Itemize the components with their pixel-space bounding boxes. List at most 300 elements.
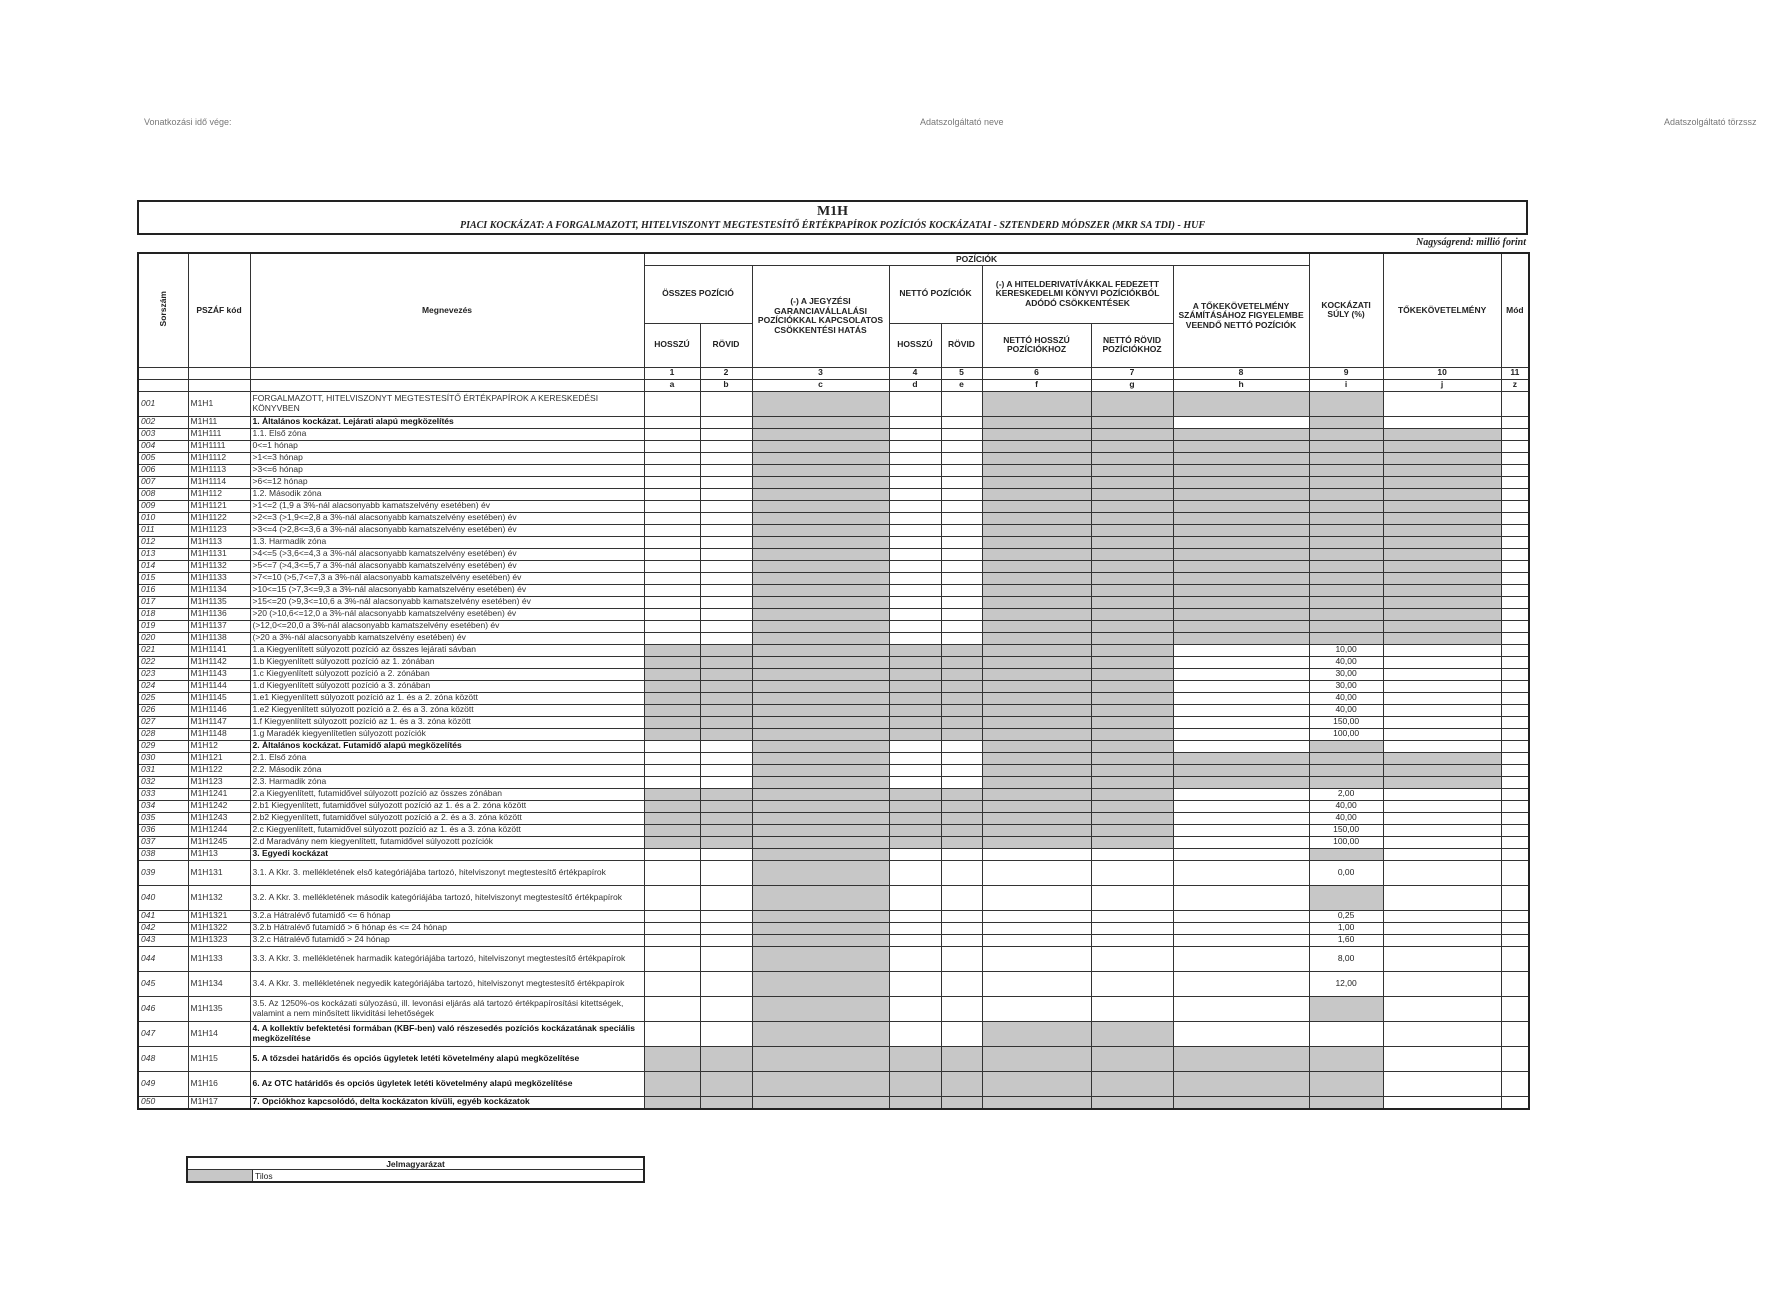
data-cell[interactable] <box>700 860 752 885</box>
data-cell[interactable] <box>1501 512 1529 524</box>
data-cell[interactable] <box>941 536 982 548</box>
data-cell[interactable] <box>700 971 752 996</box>
data-cell[interactable] <box>1383 1021 1501 1046</box>
data-cell[interactable] <box>982 934 1091 946</box>
row-code: M1H1113 <box>188 464 250 476</box>
data-cell[interactable] <box>941 428 982 440</box>
data-cell[interactable] <box>889 632 941 644</box>
data-cell[interactable] <box>941 488 982 500</box>
data-cell[interactable] <box>941 632 982 644</box>
data-cell[interactable] <box>644 764 700 776</box>
data-cell[interactable] <box>1501 632 1529 644</box>
data-cell[interactable] <box>1383 668 1501 680</box>
data-cell[interactable] <box>1383 922 1501 934</box>
data-cell[interactable] <box>1173 692 1309 704</box>
data-cell[interactable] <box>1091 910 1173 922</box>
data-cell[interactable] <box>700 922 752 934</box>
data-cell[interactable] <box>1383 885 1501 910</box>
data-cell[interactable] <box>941 764 982 776</box>
data-cell[interactable] <box>1383 848 1501 860</box>
data-cell[interactable] <box>889 584 941 596</box>
data-cell[interactable] <box>1501 1071 1529 1096</box>
data-cell <box>982 776 1091 788</box>
data-cell[interactable] <box>1501 704 1529 716</box>
data-cell <box>752 440 889 452</box>
data-cell[interactable] <box>644 934 700 946</box>
data-cell[interactable] <box>644 416 700 428</box>
data-cell[interactable] <box>700 548 752 560</box>
data-cell[interactable] <box>1091 922 1173 934</box>
data-cell[interactable] <box>889 860 941 885</box>
data-cell[interactable] <box>941 946 982 971</box>
row-number: 043 <box>138 934 188 946</box>
data-cell[interactable] <box>1501 946 1529 971</box>
data-cell[interactable] <box>889 971 941 996</box>
table-row <box>138 620 1529 632</box>
data-cell[interactable] <box>1383 692 1501 704</box>
data-cell[interactable] <box>982 946 1091 971</box>
weight-cell: 10,00 <box>1309 644 1383 656</box>
data-cell[interactable] <box>644 752 700 764</box>
data-cell[interactable] <box>644 632 700 644</box>
data-cell[interactable] <box>889 560 941 572</box>
data-cell[interactable] <box>1501 440 1529 452</box>
data-cell[interactable] <box>1383 1046 1501 1071</box>
data-cell[interactable] <box>1501 428 1529 440</box>
data-cell[interactable] <box>889 500 941 512</box>
data-cell[interactable] <box>1501 836 1529 848</box>
data-cell[interactable] <box>889 524 941 536</box>
data-cell[interactable] <box>1091 971 1173 996</box>
data-cell[interactable] <box>1501 812 1529 824</box>
data-cell[interactable] <box>644 476 700 488</box>
data-cell[interactable] <box>1383 788 1501 800</box>
data-cell[interactable] <box>889 391 941 416</box>
data-cell[interactable] <box>1383 656 1501 668</box>
data-cell[interactable] <box>1173 996 1309 1021</box>
column-number: 7 <box>1091 367 1173 379</box>
data-cell[interactable] <box>700 632 752 644</box>
data-cell[interactable] <box>700 391 752 416</box>
data-cell[interactable] <box>1091 996 1173 1021</box>
data-cell[interactable] <box>1173 728 1309 740</box>
data-cell[interactable] <box>889 476 941 488</box>
data-cell[interactable] <box>1501 1046 1529 1071</box>
data-cell[interactable] <box>1501 716 1529 728</box>
data-cell[interactable] <box>644 524 700 536</box>
data-cell[interactable] <box>889 1021 941 1046</box>
data-cell[interactable] <box>889 512 941 524</box>
data-cell[interactable] <box>1091 860 1173 885</box>
data-cell[interactable] <box>1173 885 1309 910</box>
data-cell[interactable] <box>1173 922 1309 934</box>
data-cell[interactable] <box>1501 848 1529 860</box>
data-cell[interactable] <box>1173 680 1309 692</box>
data-cell[interactable] <box>1091 848 1173 860</box>
data-cell <box>1173 500 1309 512</box>
data-cell[interactable] <box>941 584 982 596</box>
data-cell[interactable] <box>644 776 700 788</box>
data-cell[interactable] <box>1383 680 1501 692</box>
data-cell[interactable] <box>1501 776 1529 788</box>
data-cell[interactable] <box>700 536 752 548</box>
data-cell[interactable] <box>644 584 700 596</box>
column-letter: j <box>1383 379 1501 391</box>
data-cell[interactable] <box>700 500 752 512</box>
data-cell[interactable] <box>1173 848 1309 860</box>
data-cell[interactable] <box>1501 656 1529 668</box>
data-cell[interactable] <box>700 946 752 971</box>
data-cell[interactable] <box>700 752 752 764</box>
data-cell[interactable] <box>1501 764 1529 776</box>
data-cell[interactable] <box>644 391 700 416</box>
data-cell[interactable] <box>700 885 752 910</box>
data-cell[interactable] <box>1173 656 1309 668</box>
data-cell[interactable] <box>1501 452 1529 464</box>
data-cell[interactable] <box>889 934 941 946</box>
data-cell[interactable] <box>1501 824 1529 836</box>
weight-cell <box>1309 512 1383 524</box>
data-cell[interactable] <box>1501 572 1529 584</box>
data-cell[interactable] <box>1173 934 1309 946</box>
data-cell[interactable] <box>644 560 700 572</box>
data-cell <box>1091 1021 1173 1046</box>
data-cell[interactable] <box>644 548 700 560</box>
data-cell[interactable] <box>889 416 941 428</box>
data-cell[interactable] <box>1091 946 1173 971</box>
table-row <box>138 788 1529 800</box>
data-cell[interactable] <box>889 572 941 584</box>
data-cell[interactable] <box>1501 692 1529 704</box>
data-cell[interactable] <box>644 620 700 632</box>
data-cell[interactable] <box>1383 704 1501 716</box>
data-cell[interactable] <box>941 416 982 428</box>
data-cell[interactable] <box>700 620 752 632</box>
data-cell[interactable] <box>1173 716 1309 728</box>
data-cell[interactable] <box>889 536 941 548</box>
data-cell[interactable] <box>700 440 752 452</box>
data-cell[interactable] <box>941 776 982 788</box>
data-cell[interactable] <box>1501 464 1529 476</box>
data-cell[interactable] <box>1383 1071 1501 1096</box>
data-cell[interactable] <box>1091 934 1173 946</box>
data-cell[interactable] <box>644 608 700 620</box>
data-cell[interactable] <box>644 946 700 971</box>
data-cell[interactable] <box>941 922 982 934</box>
data-cell[interactable] <box>1173 644 1309 656</box>
row-number: 033 <box>138 788 188 800</box>
data-cell[interactable] <box>700 452 752 464</box>
data-cell <box>1091 1071 1173 1096</box>
data-cell[interactable] <box>1501 910 1529 922</box>
data-cell <box>700 716 752 728</box>
data-cell[interactable] <box>700 560 752 572</box>
data-cell[interactable] <box>941 910 982 922</box>
data-cell[interactable] <box>700 428 752 440</box>
data-cell[interactable] <box>941 524 982 536</box>
data-cell[interactable] <box>1173 836 1309 848</box>
weight-cell <box>1309 776 1383 788</box>
data-cell[interactable] <box>644 740 700 752</box>
row-code: M1H1138 <box>188 632 250 644</box>
data-cell[interactable] <box>941 740 982 752</box>
data-cell[interactable] <box>889 848 941 860</box>
data-cell[interactable] <box>1173 1021 1309 1046</box>
data-cell[interactable] <box>1173 740 1309 752</box>
data-cell[interactable] <box>1173 824 1309 836</box>
data-cell[interactable] <box>1501 608 1529 620</box>
data-cell[interactable] <box>644 488 700 500</box>
data-cell[interactable] <box>941 620 982 632</box>
data-cell[interactable] <box>1383 860 1501 885</box>
data-cell[interactable] <box>1501 971 1529 996</box>
weight-cell <box>1309 1046 1383 1071</box>
row-code: M1H131 <box>188 860 250 885</box>
data-cell[interactable] <box>941 752 982 764</box>
data-cell[interactable] <box>644 860 700 885</box>
data-cell[interactable] <box>941 572 982 584</box>
data-cell[interactable] <box>1383 996 1501 1021</box>
data-cell[interactable] <box>1501 596 1529 608</box>
data-cell[interactable] <box>1501 476 1529 488</box>
data-cell[interactable] <box>1091 885 1173 910</box>
table-row <box>138 800 1529 812</box>
data-cell[interactable] <box>1383 391 1501 416</box>
data-cell[interactable] <box>644 452 700 464</box>
data-cell[interactable] <box>889 548 941 560</box>
data-cell <box>1091 536 1173 548</box>
data-cell[interactable] <box>700 1021 752 1046</box>
data-cell[interactable] <box>889 620 941 632</box>
data-cell[interactable] <box>700 476 752 488</box>
data-cell[interactable] <box>1383 716 1501 728</box>
data-cell[interactable] <box>889 910 941 922</box>
data-cell[interactable] <box>982 996 1091 1021</box>
data-cell <box>1173 536 1309 548</box>
data-cell[interactable] <box>982 910 1091 922</box>
data-cell[interactable] <box>1501 416 1529 428</box>
data-cell[interactable] <box>1173 812 1309 824</box>
data-cell[interactable] <box>644 536 700 548</box>
data-cell[interactable] <box>889 428 941 440</box>
data-cell[interactable] <box>941 452 982 464</box>
data-cell[interactable] <box>700 584 752 596</box>
data-cell[interactable] <box>1501 391 1529 416</box>
data-cell[interactable] <box>1501 752 1529 764</box>
data-cell[interactable] <box>1383 644 1501 656</box>
data-cell[interactable] <box>1501 934 1529 946</box>
data-cell[interactable] <box>941 1021 982 1046</box>
data-cell[interactable] <box>1173 800 1309 812</box>
data-cell[interactable] <box>1501 524 1529 536</box>
data-cell[interactable] <box>941 560 982 572</box>
data-cell[interactable] <box>700 572 752 584</box>
data-cell[interactable] <box>1383 824 1501 836</box>
data-cell[interactable] <box>1173 416 1309 428</box>
data-cell[interactable] <box>941 464 982 476</box>
data-cell[interactable] <box>1501 500 1529 512</box>
data-cell[interactable] <box>644 885 700 910</box>
data-cell[interactable] <box>941 996 982 1021</box>
data-cell[interactable] <box>1173 946 1309 971</box>
data-cell[interactable] <box>941 548 982 560</box>
data-cell[interactable] <box>700 776 752 788</box>
data-cell[interactable] <box>1501 536 1529 548</box>
data-cell <box>700 824 752 836</box>
data-cell[interactable] <box>889 440 941 452</box>
data-cell[interactable] <box>700 934 752 946</box>
data-cell[interactable] <box>941 440 982 452</box>
data-cell[interactable] <box>982 885 1091 910</box>
data-cell[interactable] <box>982 922 1091 934</box>
data-cell[interactable] <box>700 740 752 752</box>
data-cell <box>752 922 889 934</box>
data-cell <box>752 728 889 740</box>
data-cell[interactable] <box>1501 584 1529 596</box>
data-cell[interactable] <box>982 971 1091 996</box>
data-cell <box>1091 776 1173 788</box>
data-cell[interactable] <box>941 512 982 524</box>
data-cell[interactable] <box>1501 728 1529 740</box>
data-cell[interactable] <box>941 596 982 608</box>
data-cell[interactable] <box>644 512 700 524</box>
row-number: 019 <box>138 620 188 632</box>
data-cell[interactable] <box>941 476 982 488</box>
data-cell[interactable] <box>1173 704 1309 716</box>
data-cell[interactable] <box>1383 740 1501 752</box>
data-cell[interactable] <box>1173 910 1309 922</box>
data-cell[interactable] <box>1383 1096 1501 1109</box>
data-cell <box>1383 560 1501 572</box>
data-cell[interactable] <box>1501 800 1529 812</box>
data-cell[interactable] <box>1383 946 1501 971</box>
row-name: 1.e1 Kiegyenlített súlyozott pozíció az 1. és a 2. zóna között <box>250 692 644 704</box>
data-cell[interactable] <box>889 596 941 608</box>
data-cell[interactable] <box>982 848 1091 860</box>
data-cell[interactable] <box>941 391 982 416</box>
data-cell[interactable] <box>644 910 700 922</box>
data-cell[interactable] <box>644 922 700 934</box>
data-cell[interactable] <box>700 608 752 620</box>
data-cell[interactable] <box>644 1021 700 1046</box>
data-cell[interactable] <box>700 848 752 860</box>
row-name: 1.a Kiegyenlített súlyozott pozíció az összes lejárati sávban <box>250 644 644 656</box>
data-cell[interactable] <box>1501 1096 1529 1109</box>
data-cell[interactable] <box>644 848 700 860</box>
data-cell[interactable] <box>1383 812 1501 824</box>
data-cell[interactable] <box>1173 971 1309 996</box>
data-cell[interactable] <box>889 464 941 476</box>
data-cell[interactable] <box>1383 800 1501 812</box>
data-cell[interactable] <box>941 848 982 860</box>
data-cell[interactable] <box>1501 788 1529 800</box>
data-cell[interactable] <box>941 608 982 620</box>
data-cell[interactable] <box>982 860 1091 885</box>
data-cell[interactable] <box>889 488 941 500</box>
data-cell[interactable] <box>700 764 752 776</box>
data-cell[interactable] <box>700 596 752 608</box>
data-cell[interactable] <box>700 488 752 500</box>
data-cell[interactable] <box>889 996 941 1021</box>
data-cell[interactable] <box>1501 560 1529 572</box>
data-cell[interactable] <box>889 740 941 752</box>
data-cell[interactable] <box>700 512 752 524</box>
data-cell[interactable] <box>941 971 982 996</box>
data-cell[interactable] <box>1383 971 1501 996</box>
data-cell[interactable] <box>1173 668 1309 680</box>
data-cell[interactable] <box>1383 910 1501 922</box>
data-cell <box>752 716 889 728</box>
data-cell[interactable] <box>889 922 941 934</box>
data-cell[interactable] <box>644 428 700 440</box>
data-cell[interactable] <box>644 572 700 584</box>
data-cell <box>1173 512 1309 524</box>
data-cell <box>941 836 982 848</box>
data-cell[interactable] <box>889 452 941 464</box>
row-name: 0<=1 hónap <box>250 440 644 452</box>
row-number: 005 <box>138 452 188 464</box>
data-cell[interactable] <box>1501 488 1529 500</box>
data-cell[interactable] <box>1501 668 1529 680</box>
data-cell[interactable] <box>1173 860 1309 885</box>
data-cell[interactable] <box>700 524 752 536</box>
data-cell[interactable] <box>889 776 941 788</box>
data-cell[interactable] <box>700 910 752 922</box>
data-cell[interactable] <box>1383 934 1501 946</box>
data-cell <box>889 1096 941 1109</box>
data-cell[interactable] <box>1501 996 1529 1021</box>
data-cell[interactable] <box>889 752 941 764</box>
row-name: (>12,0<=20,0 a 3%-nál alacsonyabb kamatszelvény esetében) év <box>250 620 644 632</box>
data-cell[interactable] <box>889 608 941 620</box>
data-cell[interactable] <box>941 934 982 946</box>
data-cell[interactable] <box>1383 728 1501 740</box>
data-cell <box>700 728 752 740</box>
data-cell[interactable] <box>1501 860 1529 885</box>
data-cell[interactable] <box>1501 680 1529 692</box>
data-cell[interactable] <box>644 464 700 476</box>
data-cell <box>1091 824 1173 836</box>
data-cell[interactable] <box>941 860 982 885</box>
data-cell[interactable] <box>889 764 941 776</box>
data-cell[interactable] <box>700 416 752 428</box>
data-cell[interactable] <box>700 996 752 1021</box>
data-cell[interactable] <box>1501 885 1529 910</box>
data-cell[interactable] <box>644 440 700 452</box>
data-cell[interactable] <box>1383 416 1501 428</box>
data-cell[interactable] <box>644 971 700 996</box>
col-hitelderivativ: (-) A HITELDERIVATÍVÁKKAL FEDEZETT KERESKEDELMI KÖNYVI POZÍCIÓKBÓL ADÓDÓ CSÖKKENTÉSEK <box>982 265 1173 323</box>
data-cell[interactable] <box>1501 644 1529 656</box>
data-cell[interactable] <box>941 500 982 512</box>
data-cell[interactable] <box>1173 788 1309 800</box>
data-cell[interactable] <box>1501 922 1529 934</box>
data-cell[interactable] <box>1501 620 1529 632</box>
data-cell[interactable] <box>644 500 700 512</box>
data-cell[interactable] <box>941 885 982 910</box>
data-cell[interactable] <box>700 464 752 476</box>
data-cell[interactable] <box>889 885 941 910</box>
data-cell[interactable] <box>1501 548 1529 560</box>
data-cell[interactable] <box>1383 836 1501 848</box>
row-name: >1<=3 hónap <box>250 452 644 464</box>
data-cell[interactable] <box>644 596 700 608</box>
data-cell[interactable] <box>1501 740 1529 752</box>
data-cell[interactable] <box>1501 1021 1529 1046</box>
data-cell[interactable] <box>889 946 941 971</box>
data-cell[interactable] <box>644 996 700 1021</box>
data-cell <box>644 668 700 680</box>
